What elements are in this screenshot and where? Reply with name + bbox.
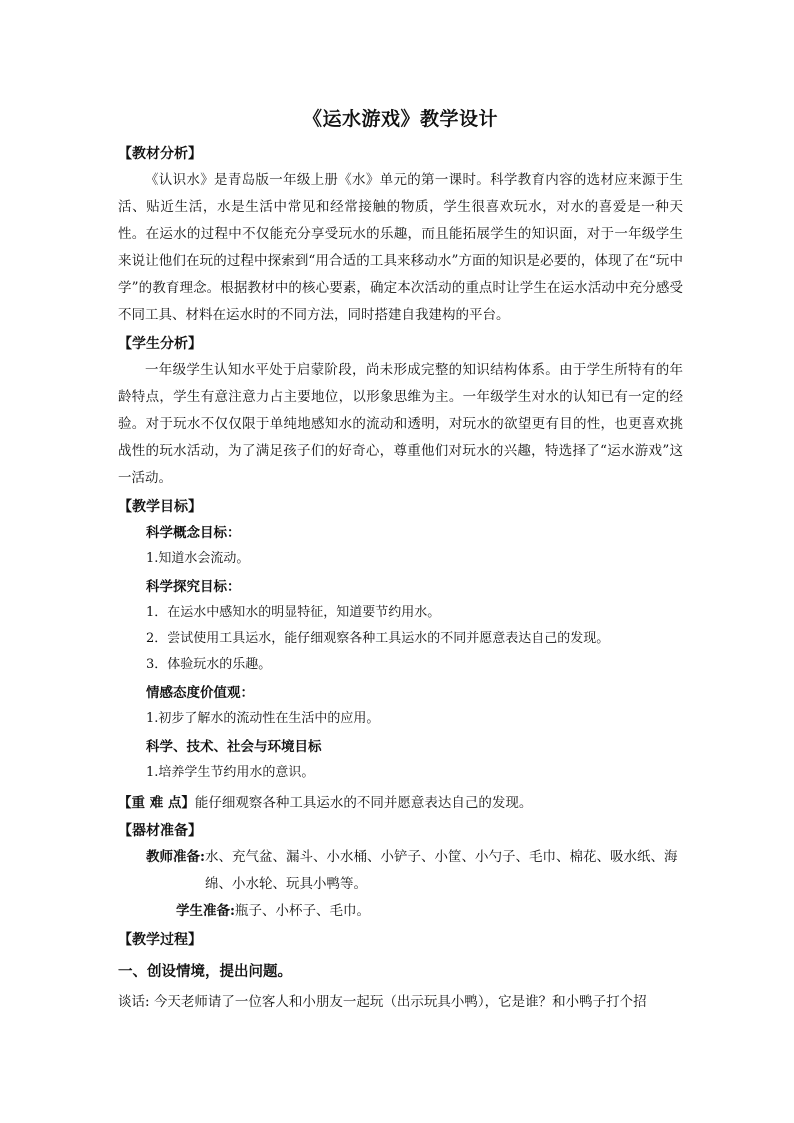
sts-goal-title: 科学、技术、社会与环境目标 [146, 739, 322, 755]
inquiry-goal-item: 3．体验玩水的乐趣。 [146, 657, 272, 672]
teacher-equipment [146, 844, 683, 898]
student-equipment [176, 898, 683, 925]
key-difficulty [118, 790, 683, 816]
equipment-heading: 【器材准备】 [118, 823, 202, 839]
document-content [118, 104, 683, 1016]
attitude-goal-item: 1.初步了解水的流动性在生活中的应用。 [146, 711, 380, 726]
key-difficulty-label: 【重 难 点】 [118, 795, 195, 811]
teacher-equipment-text: 水、充气盆、漏斗、小水桶、小铲子、小筐、小勺子、毛巾、棉花、吸水纸、海绵、小水轮、玩具小鸭等。 [204, 849, 678, 892]
sts-goal-item: 1.培养学生节约用水的意识。 [146, 765, 315, 780]
teaching-process-heading: 【教学过程】 [118, 932, 202, 948]
inquiry-goal-item: 1．在运水中感知水的明显特征，知道要节约用水。 [146, 605, 441, 620]
process-talk-text: 谈话: 今天老师请了一位客人和小朋友一起玩（出示玩具小鸭），它是谁？和小鸭子打个招 [118, 994, 647, 1010]
inquiry-goal-title: 科学探究目标： [146, 579, 241, 595]
attitude-goal-title: 情感态度价值观： [146, 685, 254, 701]
student-equipment-text: 瓶子、小杯子、毛巾。 [234, 903, 370, 919]
document-title: 《运水游戏》教学设计 [302, 108, 498, 130]
material-analysis-heading: 【教材分析】 [118, 146, 202, 162]
concept-goal-title: 科学概念目标： [146, 525, 241, 541]
student-analysis-heading: 【学生分析】 [118, 336, 202, 352]
inquiry-goal-item: 2．尝试使用工具运水，能仔细观察各种工具运水的不同并愿意表达自己的发现。 [146, 631, 610, 646]
material-analysis-text: 《认识水》是青岛版一年级上册《水》单元的第一课时。科学教育内容的选材应来源于生活、贴近生活，水是生活中常见和经常接触的物质，学生很喜欢玩水，对水的喜爱是一种天性。在运水的过程中不仅能充分享受玩水的乐趣，而且能拓展学生的知识面，对于一年级学生来说让他们在玩的过程中探索到“用合适的工具来移动水”方面的知识是必要的，体现了在“玩中学”的教育理念。根据教材中的核心要素，确定本次活动的重点时让学生在运水活动中充分感受不同工具、材料在运水时的不同方法，同时搭建自我建构的平台。 [118, 172, 683, 323]
student-equipment-label: 学生准备: [176, 903, 235, 919]
teaching-goals-heading: 【教学目标】 [118, 499, 202, 515]
concept-goal-item: 1.知道水会流动。 [146, 551, 250, 566]
student-analysis-text: 一年级学生认知水平处于启蒙阶段，尚未形成完整的知识结构体系。由于学生所特有的年龄特点，学生有意注意力占主要地位，以形象思维为主。一年级学生对水的认知已有一定的经验。对于玩水不仅仅限于单纯地感知水的流动和透明，对玩水的欲望更有目的性，也更喜欢挑战性的玩水活动，为了满足孩子们的好奇心，尊重他们对玩水的兴趣，特选择了“运水游戏”这一活动。 [118, 362, 683, 486]
teacher-equipment-label: 教师准备: [146, 849, 205, 865]
process-step-1-heading: 一、创设情境，提出问题。 [118, 963, 292, 980]
key-difficulty-text: 能仔细观察各种工具运水的不同并愿意表达自己的发现。 [194, 795, 533, 811]
